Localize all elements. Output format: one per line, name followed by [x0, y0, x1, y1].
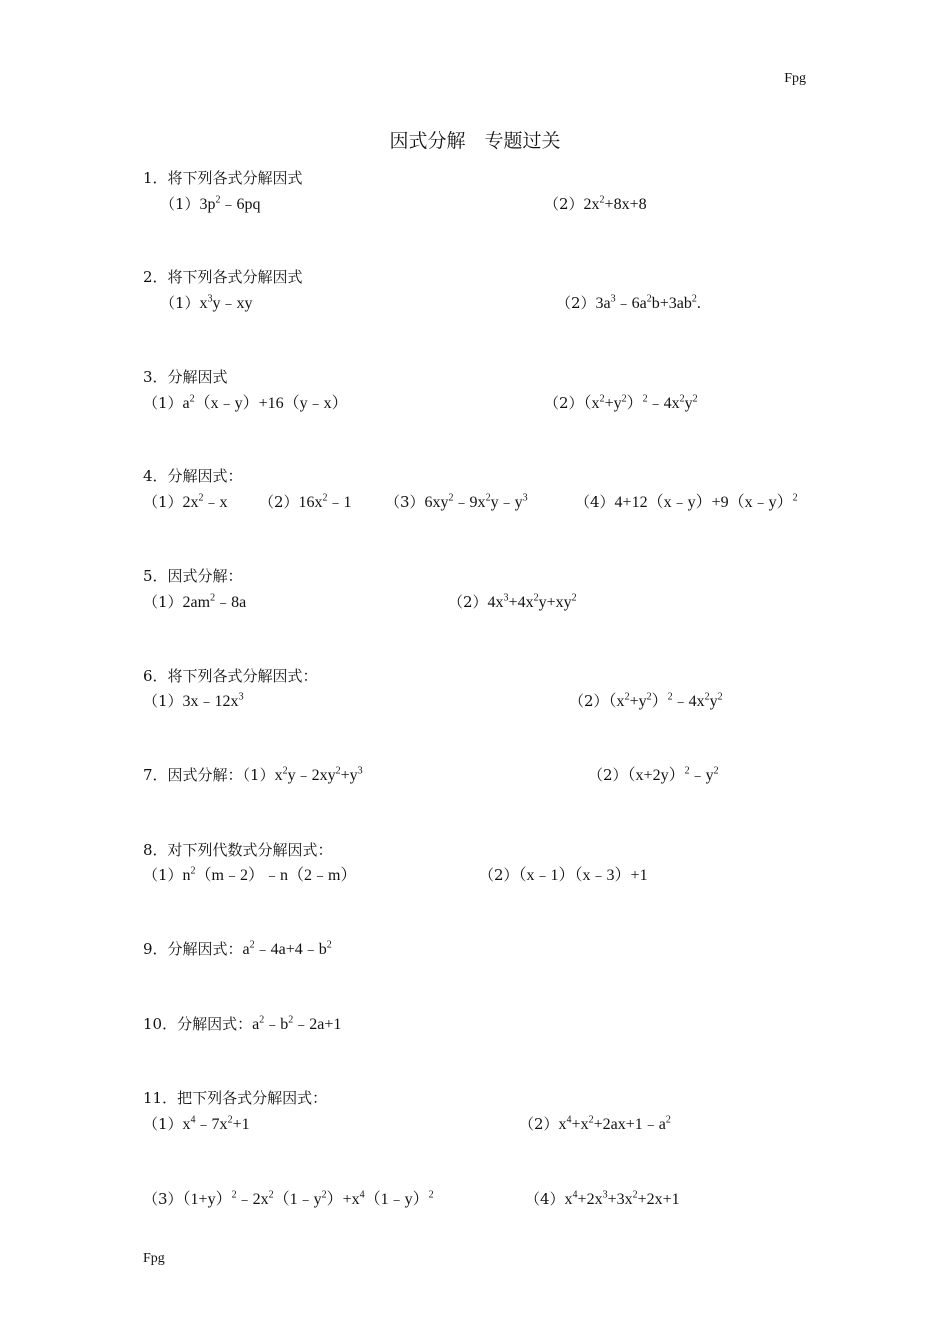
problem-4-part-2: $(2)16x^2﹣1$ — [259, 492, 352, 511]
problem-11-part-1: $(1)x^4﹣7x^2+1$ — [143, 1114, 250, 1133]
problem-2-heading: 2．将下列各式分解因式 — [143, 268, 303, 286]
problem-1-heading: 1．将下列各式分解因式 — [143, 169, 303, 187]
problem-8-heading: 8．对下列代数式分解因式： — [143, 841, 333, 859]
problem-11-part-2: $(2)x^4+x^2+2ax+1﹣a^2$ — [519, 1114, 671, 1133]
problem-7-part-2: $(2)(x+2y)^2﹣y^2$ — [588, 765, 719, 784]
problem-6-heading: 6．将下列各式分解因式： — [143, 667, 318, 685]
problem-5-heading: 5．因式分解： — [143, 567, 243, 585]
problem-4-part-3: $(3)6xy^2﹣9x^2y﹣y^3$ — [385, 492, 528, 511]
problem-5-part-2: $(2)4x^3+4x^2y+xy^2$ — [448, 592, 577, 611]
problem-11-part-4: $(4)x^4+2x^3+3x^2+2x+1$ — [525, 1189, 680, 1208]
problem-1-part-1: $(1)3p^2﹣6pq$ — [160, 194, 261, 213]
problem-3-part-2: $(2)(x^2+y^2)^2﹣4x^2y^2$ — [544, 393, 698, 412]
problem-11-heading: 11．把下列各式分解因式： — [143, 1089, 328, 1107]
problem-4-part-1: $(1)2x^2﹣x$ — [143, 492, 228, 511]
page-footer: Fpg — [143, 1251, 165, 1266]
problem-6-part-2: $(2)(x^2+y^2)^2﹣4x^2y^2$ — [569, 691, 723, 710]
page-header: Fpg — [784, 71, 806, 86]
problem-4-part-4: （4）4+12（x﹣y）+9（x﹣y）$^2$ — [575, 492, 798, 511]
problem-6-part-1: $(1)3x﹣12x^3$ — [143, 691, 244, 710]
problem-5-part-1: $(1)2am^2﹣8a$ — [143, 592, 247, 611]
problem-1-part-2: $(2)2x^2+8x+8$ — [544, 194, 647, 213]
problem-10-line: 10．分解因式：$a^2﹣b^2﹣2a+1$ — [143, 1014, 342, 1033]
problem-4-heading: 4．分解因式： — [143, 467, 243, 485]
problem-2-part-1: $(1)x^3y﹣xy$ — [160, 293, 253, 312]
problem-3-part-1: $(1)a^2(x﹣y)+16(y﹣x)$ — [143, 393, 348, 412]
problem-11-part-3: $(3)(1+y)^2﹣2x^2(1﹣y^2)+x^4(1﹣y)^2$ — [143, 1189, 434, 1208]
problem-7-line: 7．因式分解：$(1)x^2y﹣2xy^2+y^3$ — [143, 765, 363, 784]
page-title: 因式分解 专题过关 — [389, 130, 561, 152]
problem-8-part-1: $(1)n^2(m﹣2)﹣n(2﹣m)$ — [143, 865, 357, 884]
problem-8-part-2: （2）（x﹣1）（x﹣3）+1 — [479, 866, 648, 884]
problem-2-part-2: $(2)3a^3﹣6a^2b+3ab^2$. — [556, 293, 701, 312]
problem-9-line: 9．分解因式：$a^2﹣4a+4﹣b^2$ — [143, 939, 332, 958]
problem-3-heading: 3．分解因式 — [143, 368, 228, 386]
